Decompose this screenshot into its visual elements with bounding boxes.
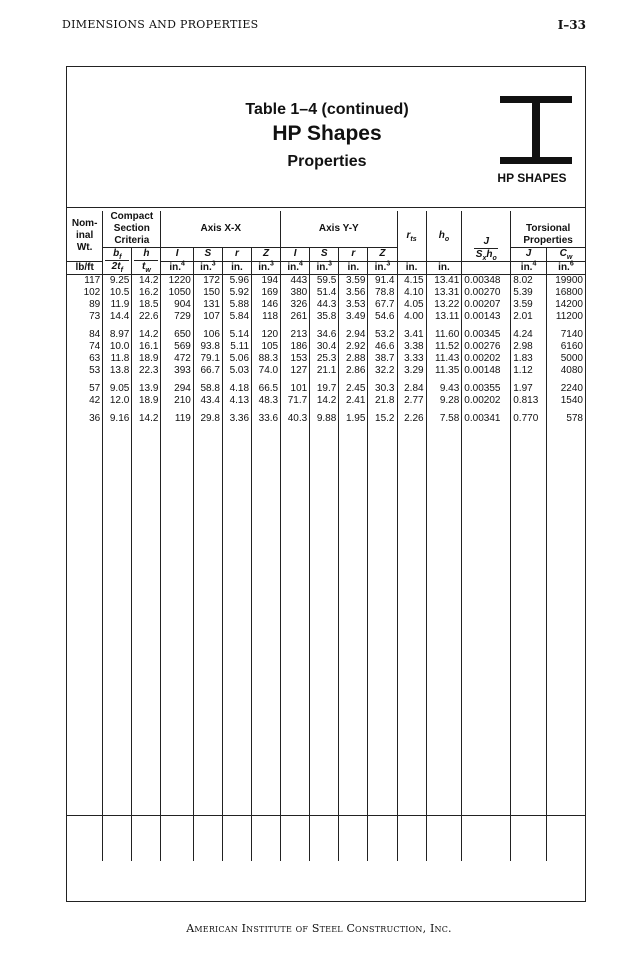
rts-header: $r_{ts}$ [397,211,426,261]
table-cell: 9.16 [103,407,132,425]
table-cell: 393 [161,365,193,377]
table-cell: 40.3 [281,407,310,425]
table-cell: 66.7 [193,365,222,377]
h-pile-section-icon [500,96,572,164]
unit [462,261,511,274]
table-cell: 1540 [560,394,583,406]
table-row [67,341,585,353]
table-subtitle: Properties [287,153,367,170]
table-cell: 194 [252,274,281,287]
table-cell: 14.2 [132,407,161,425]
table-cell: 33.6 [252,407,281,425]
table-cell: 3.33 [397,353,426,365]
table-cell: 25.3 [310,353,339,365]
table-cell: 10.5 [103,287,132,299]
table-cell: 4.10 [397,287,426,299]
table-cell: 472 [161,353,193,365]
table-cell: 5.92 [222,287,251,299]
table-cell: 13.8 [103,365,132,377]
unit: in.$^4$ [281,261,310,274]
j-fraction-numerator: J [474,236,498,249]
table-cell: 91.4 [368,274,397,287]
table-cell: 380 [281,287,310,299]
table-cell: 172 [193,274,222,287]
table-cell: 106 [193,323,222,341]
ry-header: r [339,248,368,262]
table-cell: 11.43 [426,353,462,365]
table-cell: 67.7 [368,299,397,311]
table-row [67,287,585,299]
cw-header: $C_w$ [546,248,585,262]
nominal-wt-line: Nom- [71,217,98,229]
table-cell: 4.00 [397,311,426,323]
table-cell: 2.88 [339,353,368,365]
table-cell: 3.59 [339,274,368,287]
table-cell: 3.56 [339,287,368,299]
table-cell: 36 [67,407,103,425]
table-cell: 1.12 [511,365,547,377]
unit: in.$^3$ [252,261,281,274]
table-caption: Table 1–4 (continued) [245,101,409,118]
table-cell: 4.13 [222,395,251,407]
table-cell: 16.1 [132,341,161,353]
bf-2tf-den: $2t_f$ [103,261,132,274]
table-cell: 8.97 [103,323,132,341]
table-cell: 22.6 [132,311,161,323]
table-cell: 84 [67,323,103,341]
table-cell: 32.2 [368,365,397,377]
table-cell: 38.7 [368,353,397,365]
table-cell: 14.2 [132,323,161,341]
table-cell: 186 [281,341,310,353]
zy-header: Z [368,248,397,262]
torsional-header [511,211,585,248]
table-row [67,395,585,407]
table-cell: 105 [252,341,281,353]
footer-publisher: American Institute of Steel Construction, Inc. [186,922,452,935]
page-number: I–33 [557,18,586,32]
table-cell: 119 [161,407,193,425]
table-cell: 2.98 [511,341,547,353]
running-head: DIMENSIONS AND PROPERTIES [62,18,259,31]
table-cell: 89 [67,299,103,311]
j-header: J [511,248,547,262]
table-cell: 153 [281,353,310,365]
table-cell: 146 [252,299,281,311]
table-cell: 46.6 [368,341,397,353]
table-cell: 131 [193,299,222,311]
table-cell: 0.770 [511,407,547,425]
spacer-cell [310,425,339,861]
table-cell: 4.18 [222,377,251,395]
table-cell: 2.92 [339,341,368,353]
table-row [67,377,585,395]
table-row [67,353,585,365]
table-cell: 904 [161,299,193,311]
table-cell: 1.97 [511,377,547,395]
table-cell: 35.8 [310,311,339,323]
table-cell: 14.2 [310,395,339,407]
units-row [67,261,585,274]
table-cell: 1.83 [511,353,547,365]
table-cell: 729 [161,311,193,323]
table-cell: 102 [67,287,103,299]
table-row [67,299,585,311]
table-cell: 21.8 [368,395,397,407]
table-cell: 18.5 [132,299,161,311]
table-cell: 44.3 [310,299,339,311]
table-cell: 11.9 [103,299,132,311]
table-cell: 0.00348 [462,274,511,287]
sy-header: S [310,248,339,262]
spacer-cell [222,425,251,861]
table-cell: 0.00202 [462,353,511,365]
h-tw-den: $t_w$ [132,261,161,274]
unit: in. [222,261,251,274]
table-cell: 53 [67,365,103,377]
table-cell: 0.00355 [462,377,511,395]
table-cell: 13.31 [426,287,462,299]
table-cell: 74.0 [252,365,281,377]
table-cell: 43.4 [193,395,222,407]
table-cell: 0.813 [511,395,547,407]
axis-xx-header: Axis X-X [161,211,281,248]
table-cell: 88.3 [252,353,281,365]
spacer-cell [397,425,426,861]
table-cell: 8.02 [511,274,547,287]
table-cell: 117 [67,274,103,287]
table-cell: 22.3 [132,365,161,377]
table-row [67,323,585,341]
table-cell: 59.5 [310,274,339,287]
table-cell: 13.11 [426,311,462,323]
unit: in. [339,261,368,274]
table-cell: 11.35 [426,365,462,377]
table-cell: 11.52 [426,341,462,353]
spacer-cell [426,425,462,861]
table-row [67,311,585,323]
table-cell: 6160 [560,340,583,352]
table-cell: 21.1 [310,365,339,377]
table-cell: 127 [281,365,310,377]
unit-lbft: lb/ft [67,261,103,274]
table-cell: 54.6 [368,311,397,323]
table-cell: 9.28 [426,395,462,407]
table-cell: 11200 [555,310,583,322]
table-cell: 7.58 [426,407,462,425]
unit: in.$^3$ [310,261,339,274]
compact-line: Section [113,223,150,234]
table-cell: 12.0 [103,395,132,407]
bf-header: $b_f$ [103,248,132,262]
table-cell: 4.24 [511,323,547,341]
spacer-cell [67,425,103,861]
table-cell: 107 [193,311,222,323]
table-cell: 2.45 [339,377,368,395]
unit: in.$^6$ [546,261,585,274]
table-cell: 18.9 [132,353,161,365]
table-cell: 18.9 [132,395,161,407]
table-cell: 101 [281,377,310,395]
table-cell: 11.8 [103,353,132,365]
table-cell: 5.14 [222,323,251,341]
zx-header: Z [252,248,281,262]
table-cell: 3.29 [397,365,426,377]
table-cell: 0.00207 [462,299,511,311]
spacer-cell [546,425,585,861]
table-cell: 3.38 [397,341,426,353]
spacer-cell [193,425,222,861]
table-cell: 0.00270 [462,287,511,299]
torsional-line: Torsional [525,223,571,234]
table-cell: 2.77 [397,395,426,407]
compact-line: Criteria [114,235,150,246]
table-cell: 3.49 [339,311,368,323]
unit: in.$^3$ [368,261,397,274]
table-cell: 3.59 [511,299,547,311]
table-cell: 5000 [560,352,583,364]
table-body [67,274,585,861]
spacer-cell [103,425,132,861]
spacer-cell [252,425,281,861]
table-row [67,365,585,377]
table-cell: 0.00143 [462,311,511,323]
table-cell: 16800 [555,286,583,298]
table-cell: 19900 [555,274,583,286]
notes-area-divider [67,815,585,816]
compact-line: Compact [110,211,154,222]
table-cell: 9.05 [103,377,132,395]
table-cell: 30.4 [310,341,339,353]
table-cell: 10.0 [103,341,132,353]
table-cell: 210 [161,395,193,407]
table-cell: 2240 [560,382,583,394]
table-cell: 13.9 [132,377,161,395]
table-cell: 7140 [560,328,583,340]
table-cell: 0.00345 [462,323,511,341]
table-cell: 2.26 [397,407,426,425]
table-row [67,407,585,425]
spacer-cell [339,425,368,861]
rx-header: r [222,248,251,262]
table-cell: 53.2 [368,323,397,341]
table-cell: 326 [281,299,310,311]
spacer-cell [462,425,511,861]
table-cell: 5.84 [222,311,251,323]
properties-table [67,211,585,861]
table-cell: 5.88 [222,299,251,311]
table-cell: 58.8 [193,377,222,395]
table-cell: 1220 [161,274,193,287]
table-cell: 3.36 [222,407,251,425]
unit: in. [397,261,426,274]
table-cell: 150 [193,287,222,299]
sx-header: S [193,248,222,262]
table-cell: 4080 [560,364,583,376]
table-cell: 13.22 [426,299,462,311]
shape-label: HP SHAPES [497,171,567,185]
table-cell: 73 [67,311,103,323]
table-cell: 14.4 [103,311,132,323]
table-cell: 57 [67,377,103,395]
table-cell: 4.05 [397,299,426,311]
table-cell: 79.1 [193,353,222,365]
spacer-cell [511,425,547,861]
table-cell: 569 [161,341,193,353]
table-cell: 118 [252,311,281,323]
table-cell: 16.2 [132,287,161,299]
table-cell: 578 [566,412,583,424]
table-cell: 5.03 [222,365,251,377]
table-cell: 19.7 [310,377,339,395]
nominal-wt-line: inal [76,229,94,241]
table-cell: 9.43 [426,377,462,395]
table-cell: 261 [281,311,310,323]
table-cell: 14200 [555,298,583,310]
nominal-wt-header [67,211,103,261]
ho-header: $h_o$ [426,211,462,261]
table-cell: 2.86 [339,365,368,377]
compact-header [103,211,161,248]
torsional-line: Properties [523,235,573,246]
spacer-cell [132,425,161,861]
h-header [132,248,161,262]
table-row [67,274,585,287]
table-cell: 5.96 [222,274,251,287]
j-fraction-denominator: $S_xh_o$ [475,248,497,262]
table-cell: 9.88 [310,407,339,425]
table-cell: 3.53 [339,299,368,311]
table-cell: 34.6 [310,323,339,341]
table-cell: 5.06 [222,353,251,365]
table-cell: 1050 [161,287,193,299]
unit: in. [426,261,462,274]
table-cell: 48.3 [252,395,281,407]
unit: in.$^3$ [193,261,222,274]
table-cell: 0.00202 [462,395,511,407]
unit: in.$^4$ [511,261,547,274]
table-cell: 13.41 [426,274,462,287]
spacer-cell [161,425,193,861]
h-numerator: h [134,248,158,261]
table-cell: 9.25 [103,274,132,287]
table-cell: 93.8 [193,341,222,353]
table-cell: 213 [281,323,310,341]
table-cell: 169 [252,287,281,299]
table-cell: 0.00341 [462,407,511,425]
table-cell: 74 [67,341,103,353]
spacer-cell [281,425,310,861]
table-cell: 42 [67,395,103,407]
table-cell: 2.84 [397,377,426,395]
table-cell: 3.41 [397,323,426,341]
table-title: HP Shapes [272,122,382,145]
table-cell: 66.5 [252,377,281,395]
table-cell: 63 [67,353,103,365]
header-divider [67,207,585,208]
table-frame [66,66,586,902]
unit: in.$^4$ [161,261,193,274]
table-cell: 11.60 [426,323,462,341]
iy-header: I [281,248,310,262]
table-cell: 15.2 [368,407,397,425]
ix-header: I [161,248,193,262]
table-cell: 14.2 [132,274,161,287]
table-cell: 1.95 [339,407,368,425]
table-spacer [67,425,585,861]
table-cell: 29.8 [193,407,222,425]
table-cell: 294 [161,377,193,395]
table-cell: 2.94 [339,323,368,341]
table-cell: 51.4 [310,287,339,299]
table-cell: 30.3 [368,377,397,395]
j-over-sxho-header [462,211,511,261]
axis-yy-header: Axis Y-Y [281,211,397,248]
table-cell: 120 [252,323,281,341]
table-cell: 5.39 [511,287,547,299]
table-cell: 4.15 [397,274,426,287]
table-cell: 650 [161,323,193,341]
table-cell: 0.00276 [462,341,511,353]
table-cell: 2.01 [511,311,547,323]
spacer-cell [368,425,397,861]
table-cell: 71.7 [281,395,310,407]
table-cell: 5.11 [222,341,251,353]
table-cell: 0.00148 [462,365,511,377]
nominal-wt-line: Wt. [76,241,93,253]
table-cell: 78.8 [368,287,397,299]
table-cell: 443 [281,274,310,287]
table-cell: 2.41 [339,395,368,407]
